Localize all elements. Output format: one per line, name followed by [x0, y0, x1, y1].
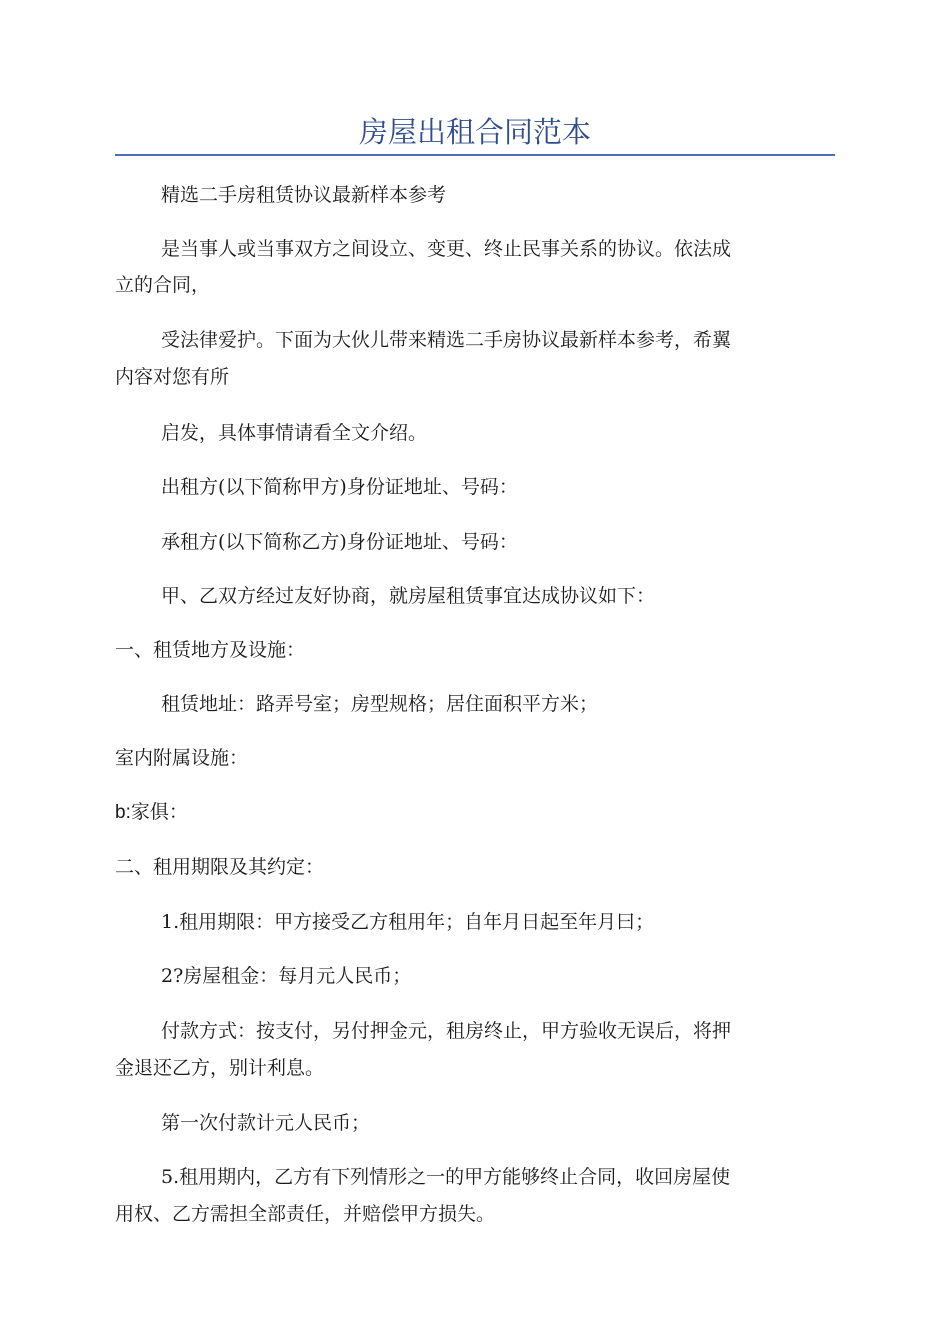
title-underline [115, 154, 835, 156]
paragraph: 甲、乙双方经过友好协商，就房屋租赁事宜达成协议如下： [161, 585, 656, 607]
paragraph-continuation: 用权、乙方需担全部责任，并赔偿甲方损失。 [115, 1203, 496, 1225]
paragraph: 室内附属设施： [115, 747, 249, 769]
paragraph-continuation: 立的合同， [115, 274, 211, 296]
paragraph: 是当事人或当事双方之间设立、变更、终止民事关系的协议。依法成 [161, 238, 732, 260]
section-heading: 二、租用期限及其约定： [115, 856, 325, 878]
paragraph: 2?房屋租金：每月元人民币； [161, 965, 412, 987]
paragraph [115, 799, 835, 826]
document-title: 房屋出租合同范本 [358, 115, 591, 149]
paragraph: 租赁地址：路弄号室；房型规格；居住面积平方米； [161, 693, 599, 715]
item-text: 家俱： [130, 801, 188, 823]
paragraph: 精选二手房租赁协议最新样本参考 [161, 184, 447, 206]
item-prefix: b: [115, 802, 131, 823]
paragraph: 第一次付款计元人民币； [161, 1112, 371, 1134]
paragraph: 5.租用期内，乙方有下列情形之一的甲方能够终止合同，收回房屋使 [161, 1166, 731, 1188]
paragraph: 受法律爱护。下面为大伙儿带来精选二手房协议最新样本参考，希翼 [161, 329, 732, 351]
paragraph-continuation: 金退还乙方，别计利息。 [115, 1057, 325, 1079]
paragraph: 付款方式：按支付，另付押金元，租房终止，甲方验收无误后，将押 [161, 1020, 732, 1042]
paragraph-continuation: 内容对您有所 [115, 366, 230, 388]
section-heading: 一、租赁地方及设施： [115, 639, 306, 661]
paragraph: 1.租用期限：甲方接受乙方租用年；自年月日起至年月曰； [161, 911, 655, 933]
paragraph: 启发，具体事情请看全文介绍。 [161, 422, 428, 444]
paragraph: 承租方(以下简称乙方)身份证地址、号码： [161, 531, 518, 553]
paragraph: 出租方(以下简称甲方)身份证地址、号码： [161, 476, 518, 498]
